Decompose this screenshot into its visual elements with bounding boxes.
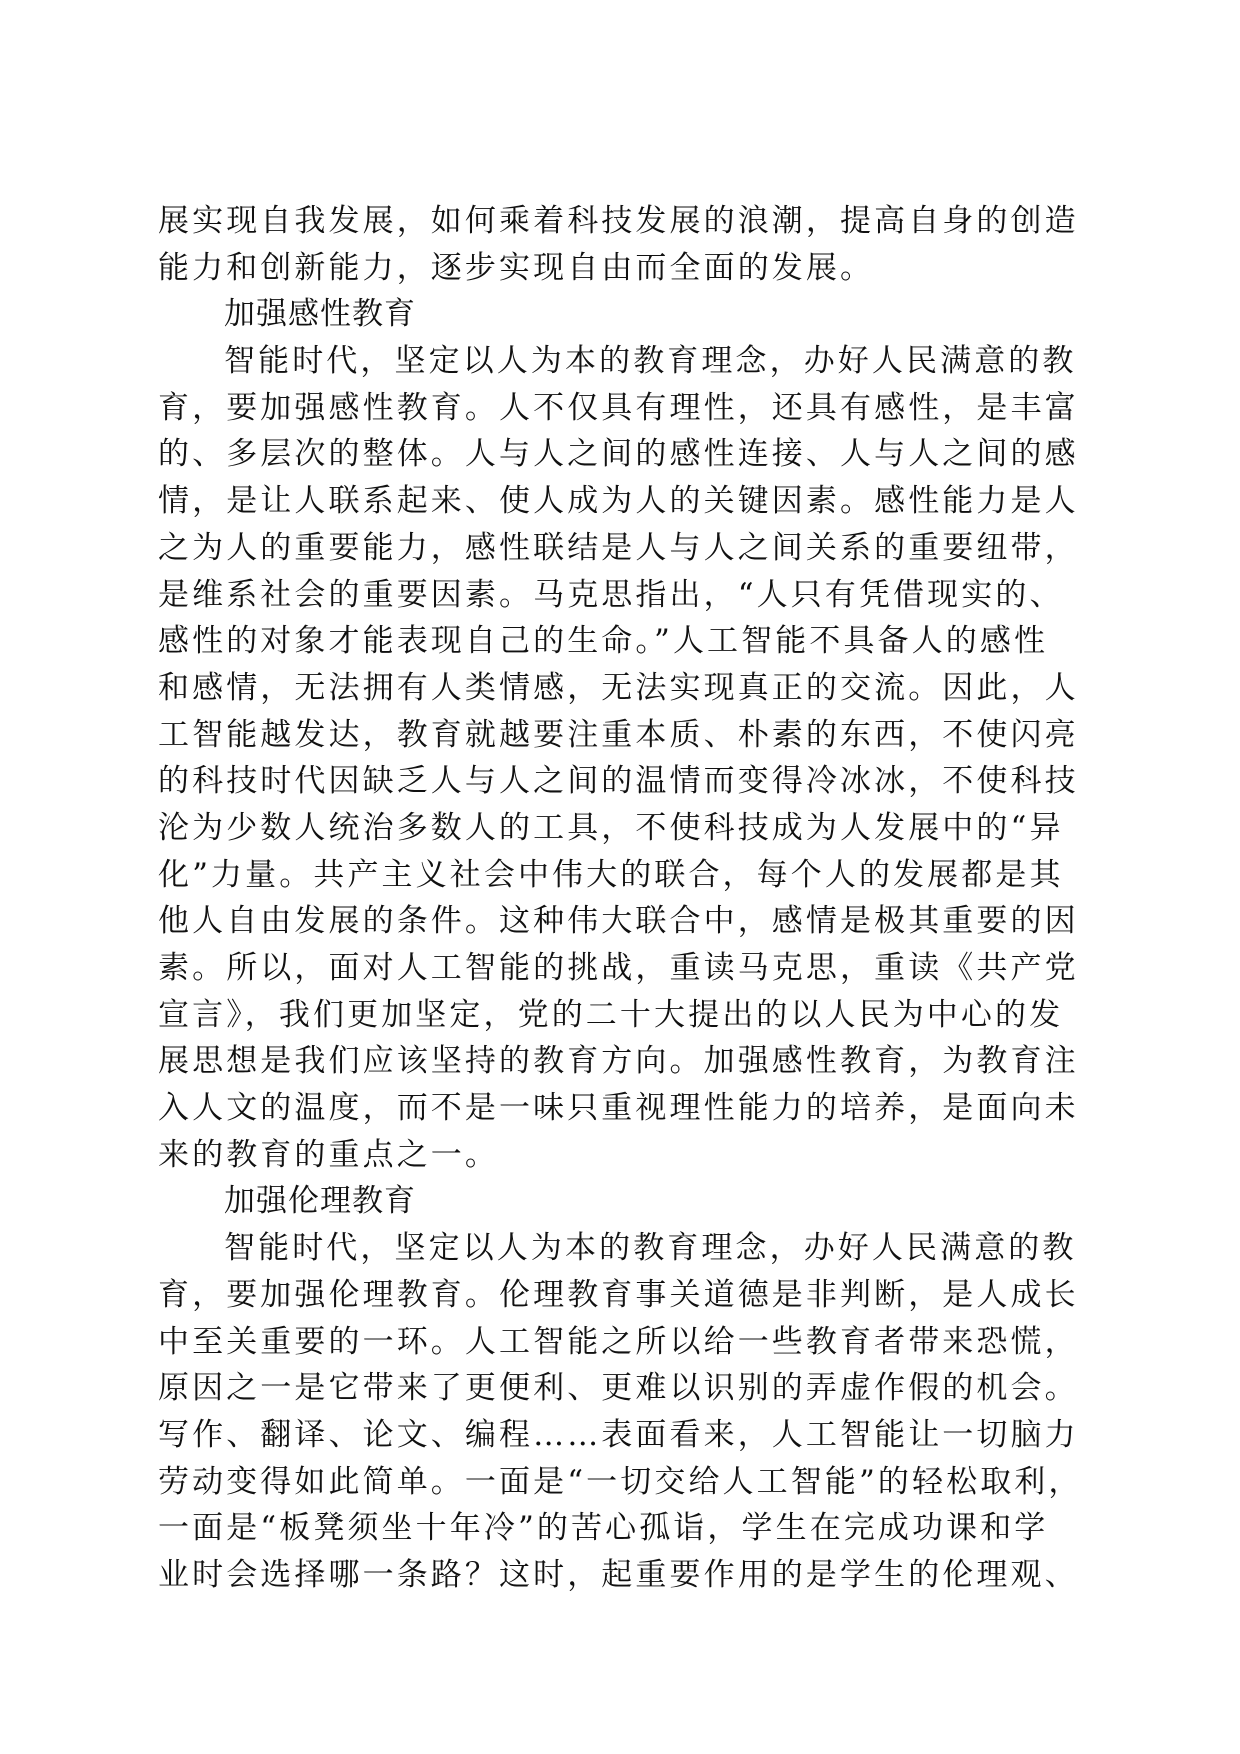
text-line: 情，是让人联系起来、使人成为人的关键因素。感性能力是人 — [158, 483, 1079, 520]
text-line: 来的教育的重点之一。 — [158, 1136, 499, 1173]
text-line: 工智能越发达，教育就越要注重本质、朴素的东西，不使闪亮 — [158, 716, 1079, 753]
paragraph-ethics-education — [158, 1225, 1083, 1599]
text-line: 育，要加强伦理教育。伦理教育事关道德是非判断，是人成长 — [158, 1276, 1079, 1313]
text-line: 是维系社会的重要因素。马克思指出，“人只有凭借现实的、 — [158, 576, 1064, 613]
text-line: 化”力量。共产主义社会中伟大的联合，每个人的发展都是其 — [158, 856, 1064, 893]
text-line: 展实现自我发展，如何乘着科技发展的浪潮，提高自身的创造 — [158, 203, 1079, 239]
text-line: 感性的对象才能表现自己的生命。”人工智能不具备人的感性 — [158, 623, 1049, 660]
text-line: 的、多层次的整体。人与人之间的感性连接、人与人之间的感 — [158, 436, 1079, 473]
text-line: 育，要加强感性教育。人不仅具有理性，还具有感性，是丰富 — [158, 389, 1079, 426]
document-body — [158, 198, 1083, 1599]
heading-text: 加强伦理教育 — [224, 1183, 416, 1220]
text-line: 和感情，无法拥有人类情感，无法实现真正的交流。因此，人 — [158, 669, 1079, 706]
text-line: 中至关重要的一环。人工智能之所以给一些教育者带来恐慌， — [158, 1323, 1079, 1360]
text-line: 写作、翻译、论文、编程……表面看来，人工智能让一切脑力 — [158, 1416, 1079, 1453]
text-line: 能力和创新能力，逐步实现自由而全面的发展。 — [158, 249, 875, 286]
heading-text: 加强感性教育 — [224, 296, 416, 333]
text-line: 宣言》，我们更加坚定，党的二十大提出的以人民为中心的发 — [158, 996, 1064, 1033]
text-line: 沦为少数人统治多数人的工具，不使科技成为人发展中的“异 — [158, 809, 1064, 846]
text-line: 之为人的重要能力，感性联结是人与人之间关系的重要纽带， — [158, 529, 1079, 566]
text-line: 业时会选择哪一条路？这时，起重要作用的是学生的伦理观、 — [158, 1556, 1079, 1593]
text-line: 展思想是我们应该坚持的教育方向。加强感性教育，为教育注 — [158, 1043, 1079, 1080]
section-heading-ethics-education — [158, 1178, 1083, 1225]
section-heading-emotional-education — [158, 291, 1083, 338]
text-line: 智能时代，坚定以人为本的教育理念，办好人民满意的教 — [224, 1230, 1077, 1267]
text-line: 他人自由发展的条件。这种伟大联合中，感情是极其重要的因 — [158, 903, 1079, 940]
text-line: 的科技时代因缺乏人与人之间的温情而变得冷冰冰，不使科技 — [158, 763, 1079, 800]
paragraph-emotional-education — [158, 338, 1083, 1178]
text-line: 原因之一是它带来了更便利、更难以识别的弄虚作假的机会。 — [158, 1370, 1079, 1407]
text-line: 劳动变得如此简单。一面是“一切交给人工智能”的轻松取利， — [158, 1463, 1083, 1500]
text-line: 入人文的温度，而不是一味只重视理性能力的培养，是面向未 — [158, 1090, 1079, 1127]
text-line: 智能时代，坚定以人为本的教育理念，办好人民满意的教 — [224, 343, 1077, 380]
text-line: 素。所以，面对人工智能的挑战，重读马克思，重读《共产党 — [158, 950, 1079, 986]
text-line: 一面是“板凳须坐十年冷”的苦心孤诣，学生在完成功课和学 — [158, 1510, 1049, 1547]
paragraph-continuation — [158, 198, 1083, 291]
